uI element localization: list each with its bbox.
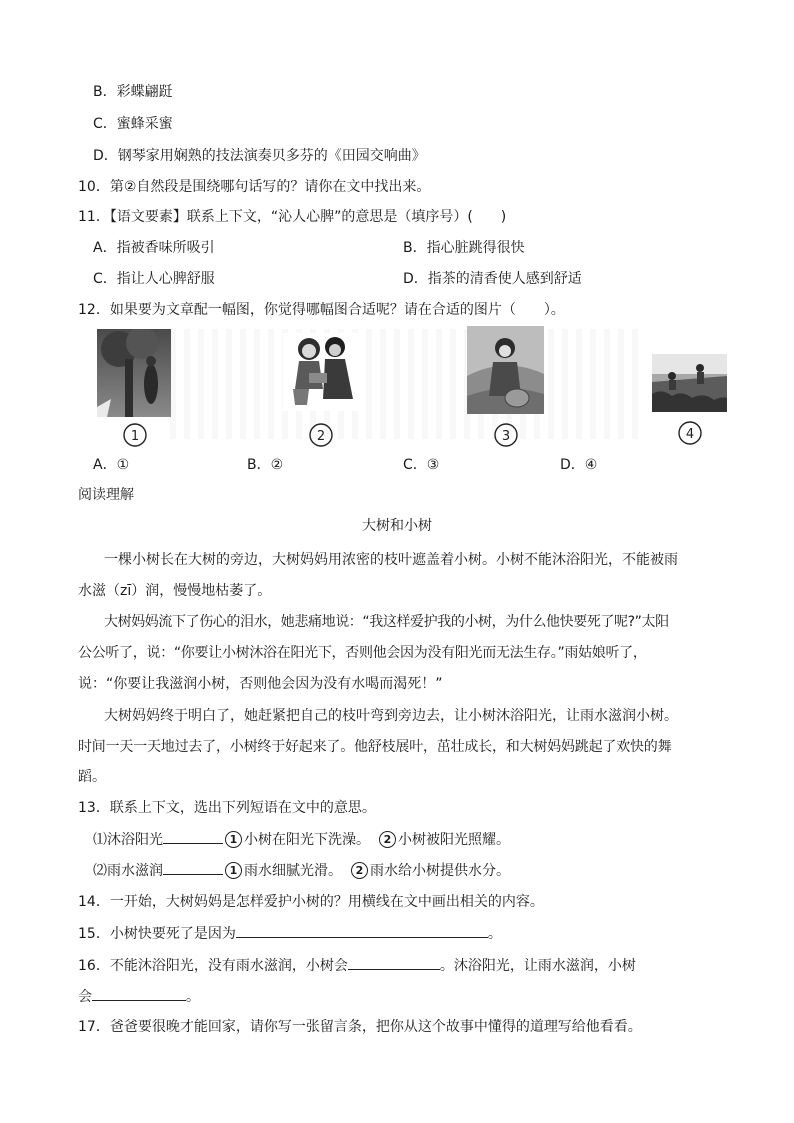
q16-part1: 16．不能沐浴阳光，没有雨水滋润，小树会 (78, 958, 348, 974)
question-12-stem: 12．如果要为文章配一幅图，你觉得哪幅图合适呢？请在合适的图片（ ）。 (78, 302, 565, 318)
passage-p1-line1: 一棵小树长在大树的旁边，大树妈妈用浓密的枝叶遮盖着小树。小树不能沐浴阳光，不能被雨 (104, 552, 678, 568)
picture-3-number (493, 422, 519, 448)
passage-p1-line2: 水滋（zī）润，慢慢地枯萎了。 (78, 583, 272, 599)
passage-p3-line3: 蹈。 (78, 769, 106, 785)
passage-p2-line1: 大树妈妈流下了伤心的泪水，她悲痛地说：“我这样爱护我的小树，为什么他快要死了呢?”太阳 (104, 614, 669, 630)
q9-option-c: C．蜜蜂采蜜 (93, 116, 173, 132)
option-circle-1[interactable]: 1 (225, 831, 242, 848)
q11-option-c[interactable]: C．指让人心脾舒服 (93, 271, 215, 287)
option-circle-1[interactable]: 1 (225, 862, 242, 879)
section-heading: 阅读理解 (78, 487, 134, 503)
q13-item-2-answer-blank[interactable] (163, 860, 223, 875)
q13-item-2-label: ⑵雨水滋润 (93, 863, 163, 879)
q11-option-a[interactable]: A．指被香味所吸引 (93, 240, 215, 256)
option-circle-2[interactable]: 2 (351, 862, 368, 879)
q12-option-b[interactable]: B．② (247, 457, 284, 473)
q12-option-d[interactable]: D．④ (560, 457, 598, 473)
q13-item-2-option-1: 雨水细腻光滑。 (244, 863, 335, 879)
passage-title: 大树和小树 (362, 518, 432, 534)
q12-option-a[interactable]: A．① (93, 457, 130, 473)
picture-2-number (308, 422, 334, 448)
q13-item-2 (93, 860, 510, 881)
question-14: 14．一开始，大树妈妈是怎样爱护小树的？用横线在文中画出相关的内容。 (78, 894, 544, 910)
svg-text:1: 1 (130, 429, 140, 444)
q13-item-1-label: ⑴沐浴阳光 (93, 832, 163, 848)
passage-p3-line2: 时间一天一天地过去了，小树终于好起来了。他舒枝展叶，茁壮成长，和大树妈妈跳起了欢快的舞 (78, 739, 672, 755)
question-17: 17．爸爸要很晚才能回家，请你写一张留言条，把你从这个故事中懂得的道理写给他看看。 (78, 1019, 642, 1035)
option-circle-2[interactable]: 2 (379, 831, 396, 848)
question-10: 10．第②自然段是围绕哪句话写的？请你在文中找出来。 (78, 179, 431, 195)
q13-item-1 (93, 829, 510, 850)
picture-4-illustration[interactable] (652, 354, 727, 412)
svg-text:4: 4 (685, 427, 695, 442)
q15-answer-blank[interactable] (236, 923, 488, 938)
question-13-stem: 13．联系上下文，选出下列短语在文中的意思。 (78, 800, 376, 816)
q15-prefix: 15．小树快要死了是因为 (78, 926, 236, 942)
question-11-stem: 11．【语文要素】联系上下文，“沁人心脾”的意思是（填序号）( ) (78, 209, 507, 225)
picture-1-number (122, 422, 148, 448)
q13-item-2-option-2: 雨水给小树提供水分。 (370, 863, 510, 879)
q9-option-b: B．彩蝶翩跹 (93, 84, 173, 100)
q16-part4: 。 (186, 989, 200, 1005)
q11-option-d[interactable]: D．指茶的清香使人感到舒适 (403, 271, 582, 287)
question-16-line1 (78, 955, 636, 976)
q9-option-d: D．钢琴家用娴熟的技法演奏贝多芬的《田园交响曲》 (93, 148, 426, 164)
q11-option-b[interactable]: B．指心脏跳得很快 (403, 240, 525, 256)
svg-text:2: 2 (316, 429, 326, 444)
picture-2-illustration[interactable] (283, 333, 361, 411)
q16-part3: 会 (78, 989, 92, 1005)
picture-1-illustration[interactable] (97, 329, 171, 417)
question-16-line2 (78, 986, 200, 1007)
q13-item-1-option-2: 小树被阳光照耀。 (398, 832, 510, 848)
picture-3-illustration[interactable] (467, 326, 544, 414)
q13-item-1-option-1: 小树在阳光下洗澡。 (244, 832, 363, 848)
q16-part2: 。沐浴阳光，让雨水滋润，小树 (439, 958, 636, 974)
svg-text:3: 3 (501, 429, 511, 444)
passage-p2-line3: 说：“你要让我滋润小树，否则他会因为没有水喝而渴死！” (78, 676, 443, 692)
q15-suffix: 。 (487, 926, 502, 942)
q12-option-c[interactable]: C．③ (403, 457, 440, 473)
picture-4-number (677, 420, 703, 446)
passage-p3-line1: 大树妈妈终于明白了，她赶紧把自己的枝叶弯到旁边去，让小树沐浴阳光，让雨水滋润小树。 (104, 708, 678, 724)
faint-background-scan (170, 329, 640, 439)
q16-answer-blank-1[interactable] (348, 955, 440, 970)
passage-p2-line2: 公公听了，说：“你要让小树沐浴在阳光下，否则他会因为没有阳光而无法生存。”雨姑娘听了， (78, 645, 647, 661)
question-15 (78, 923, 502, 944)
q16-answer-blank-2[interactable] (92, 986, 186, 1001)
q13-item-1-answer-blank[interactable] (163, 829, 223, 844)
